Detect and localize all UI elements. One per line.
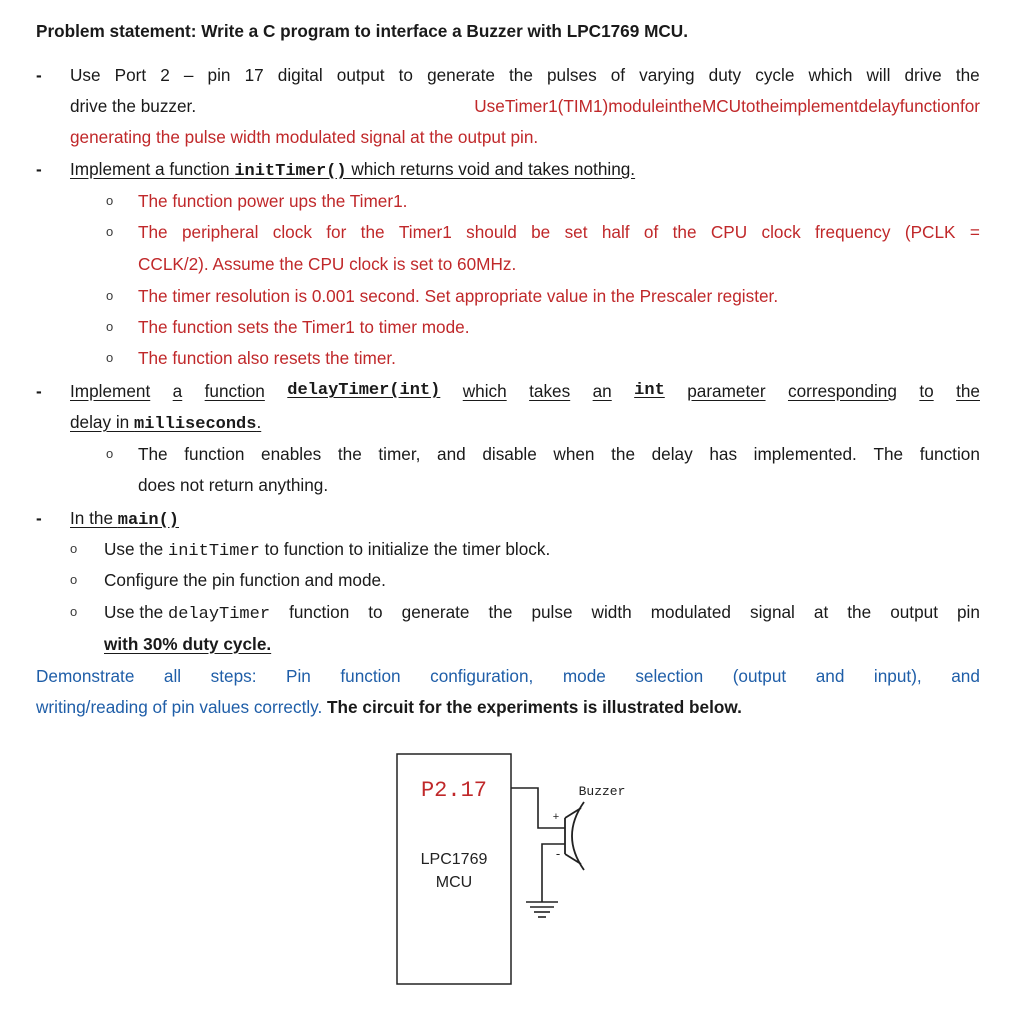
b4-sub1-pre: Use the (104, 539, 169, 559)
word: peripheral (181, 222, 259, 242)
word: digital (277, 65, 323, 85)
word: in (664, 96, 679, 116)
b3-line2 (70, 411, 261, 436)
word: (output (732, 666, 787, 686)
word: timer, (378, 444, 421, 464)
word: corresponding (787, 381, 897, 401)
word: signal (749, 602, 795, 622)
b3-code: milliseconds (134, 415, 257, 434)
word: of (610, 65, 626, 85)
word: which (462, 381, 507, 401)
buzzer-minus: - (555, 846, 561, 861)
b1-line2 (70, 95, 980, 117)
word: generate (427, 65, 495, 85)
word: configuration, (430, 666, 534, 686)
word: – (183, 65, 194, 85)
word: Timer1 (398, 222, 452, 242)
word: 2 (160, 65, 170, 85)
chip-label-line2: MCU (435, 874, 473, 891)
word: implemented. (753, 444, 857, 464)
word: the (847, 602, 872, 622)
sub-bullet-circle: o (106, 446, 114, 461)
b3-line1 (70, 380, 980, 402)
b1-line2-lead: drive the buzzer. (70, 96, 197, 116)
word: Timer1 (504, 96, 558, 116)
word: and (815, 666, 845, 686)
b2-sub5: The function also resets the timer. (138, 348, 396, 368)
word: Demonstrate (36, 666, 135, 686)
word: 17 (244, 65, 264, 85)
word: when (553, 444, 595, 464)
sub-bullet-circle: o (106, 193, 114, 208)
word: to (368, 602, 383, 622)
demo-line2 (36, 696, 742, 718)
word: the (955, 65, 980, 85)
b1-line3: generating the pulse width modulated signal at the output pin. (70, 127, 539, 147)
sub-bullet-circle: o (70, 572, 78, 587)
buzzer-label: Buzzer (578, 784, 626, 799)
word: = (969, 222, 980, 242)
word: parameter (687, 381, 766, 401)
word: drive (904, 65, 942, 85)
problem-title: Problem statement: Write a C program to interface a Buzzer with LPC1769 MCU. (36, 21, 688, 41)
word: an (592, 381, 612, 401)
circuit-diagram (380, 740, 680, 1000)
sub-bullet-circle: o (70, 604, 78, 619)
word: the (611, 444, 636, 464)
word: pulses (546, 65, 597, 85)
word: CPU (710, 222, 748, 242)
word: Use (474, 96, 505, 116)
word: Use (70, 65, 101, 85)
demo-blue: writing/reading of pin values correctly. (36, 697, 323, 717)
word: should (466, 222, 517, 242)
b4-pre: In the (70, 508, 118, 528)
word: to (919, 381, 934, 401)
sub-bullet-circle: o (106, 224, 114, 239)
word: modulated (650, 602, 731, 622)
b2-code: initTimer() (234, 162, 347, 181)
b1-line1 (70, 64, 980, 86)
b2-sub2-line1 (138, 221, 980, 243)
word: enables (261, 444, 322, 464)
b2-sub1: The function power ups the Timer1. (138, 191, 408, 211)
word: and (437, 444, 466, 464)
word: the (488, 602, 513, 622)
b3-pre: delay in (70, 412, 135, 432)
word: of (643, 222, 659, 242)
b4-sub1 (104, 538, 550, 563)
word: half (601, 222, 630, 242)
b2-post: which returns void and takes nothing. (346, 159, 636, 179)
word: (PCLK (904, 222, 956, 242)
word: Port (114, 65, 147, 85)
word: steps: (210, 666, 257, 686)
word: varying (639, 65, 695, 85)
word: Pin (286, 666, 311, 686)
word: duty (708, 65, 742, 85)
word: a (172, 381, 183, 401)
word: and (951, 666, 980, 686)
word: function (340, 666, 401, 686)
word: to (741, 96, 756, 116)
b2-pre: Implement a function (70, 159, 235, 179)
word: int (634, 381, 665, 400)
word: pin (207, 65, 231, 85)
word: for (326, 222, 347, 242)
word: which (808, 65, 853, 85)
word: takes (529, 381, 571, 401)
word: function (899, 96, 960, 116)
sub-bullet-circle: o (70, 541, 78, 556)
chip-label-line1: LPC1769 (420, 851, 488, 868)
bullet-dash: - (36, 65, 42, 85)
word: cycle (755, 65, 795, 85)
b2-sub4: The function sets the Timer1 to timer mode. (138, 317, 470, 337)
word: disable (482, 444, 537, 464)
word: will (866, 65, 891, 85)
word: frequency (815, 222, 891, 242)
b4-sub1-post: to function to initialize the timer block. (259, 539, 551, 559)
ground-wire (542, 844, 565, 902)
word: for (959, 96, 980, 116)
sub-bullet-circle: o (106, 288, 114, 303)
word: set (564, 222, 588, 242)
word: the (755, 96, 780, 116)
b4-code: main() (117, 511, 179, 530)
b2-sub3: The timer resolution is 0.001 second. Set appropriate value in the Prescaler register. (138, 286, 779, 306)
word: be (531, 222, 551, 242)
word: the (956, 381, 980, 401)
bullet-dash: - (36, 508, 42, 528)
sub-bullet-circle: o (106, 350, 114, 365)
pin-label: P2.17 (420, 778, 488, 803)
demo-line1 (36, 665, 980, 687)
word: function (919, 444, 980, 464)
b4-sub3-pre-group (104, 601, 270, 626)
b3-sub1-line2: does not return anything. (138, 475, 329, 495)
b4-sub3-code: delayTimer (168, 605, 271, 624)
word: the (678, 96, 702, 116)
word: function (289, 602, 350, 622)
word: (TIM1) (557, 96, 609, 116)
word: module (608, 96, 665, 116)
word: clock (272, 222, 312, 242)
word: mode (562, 666, 606, 686)
b1-line2-red (474, 95, 980, 117)
word: delay (651, 444, 693, 464)
word: clock (761, 222, 801, 242)
ground-symbol (526, 902, 558, 917)
word: the (360, 222, 385, 242)
sub-bullet-circle: o (106, 319, 114, 334)
buzzer-icon (565, 802, 584, 870)
word: the (337, 444, 362, 464)
bullet-dash: - (36, 159, 42, 179)
word: generate (401, 602, 470, 622)
b4-sub3-line1 (104, 601, 980, 626)
b4-sub3-line2: with 30% duty cycle. (104, 634, 272, 654)
word: implement (779, 96, 859, 116)
word: pin (957, 602, 980, 622)
b4-sub2: Configure the pin function and mode. (104, 570, 386, 590)
b4-heading (70, 507, 179, 532)
b3-sub1-line1 (138, 443, 980, 465)
word: selection (635, 666, 704, 686)
bullet-dash: - (36, 381, 42, 401)
word: the (672, 222, 697, 242)
word: the (509, 65, 533, 85)
word: function (204, 381, 265, 401)
word: function (184, 444, 245, 464)
buzzer-plus: + (552, 811, 560, 823)
b4-sub3-pre: Use the (104, 602, 169, 622)
word: width (591, 602, 632, 622)
word: The (138, 222, 168, 242)
word: to (398, 65, 413, 85)
word: output (890, 602, 938, 622)
b3-post: . (256, 412, 262, 432)
demo-bold: The circuit for the experiments is illustrated below. (322, 697, 742, 717)
b4-sub1-code: initTimer (168, 542, 260, 561)
b2-heading (70, 158, 635, 183)
word: at (813, 602, 829, 622)
b2-sub2-line2: CCLK/2). Assume the CPU clock is set to 60MHz. (138, 254, 517, 274)
word: The (873, 444, 904, 464)
word: output (336, 65, 385, 85)
word: pulse (531, 602, 573, 622)
word: all (163, 666, 182, 686)
word: Implement (70, 381, 151, 401)
word: The (138, 444, 168, 464)
word: has (709, 444, 738, 464)
word: delay (858, 96, 900, 116)
word: MCU (701, 96, 742, 116)
word: input), (873, 666, 922, 686)
word: delayTimer(int) (287, 381, 441, 400)
